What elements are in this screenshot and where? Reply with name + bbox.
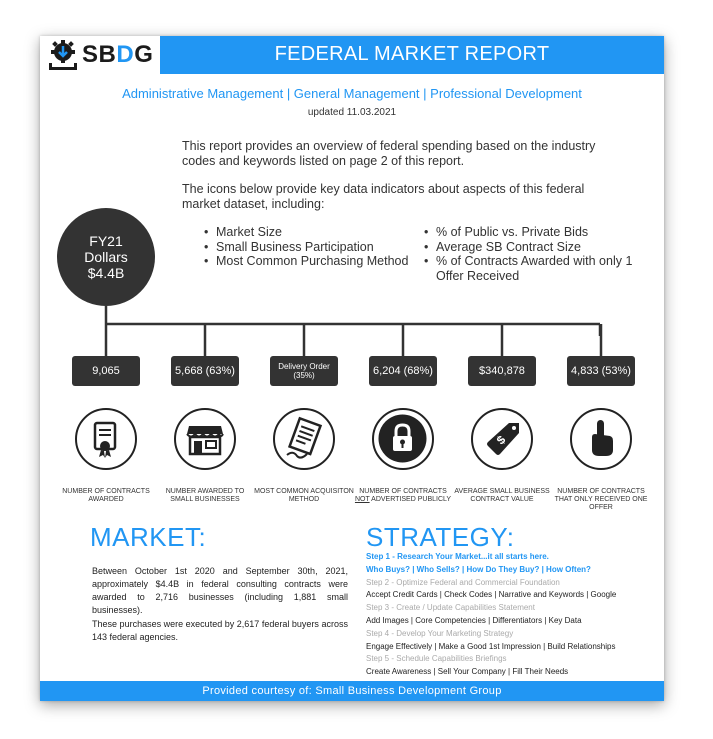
kpi-average-sb-value: $340,878 [468, 356, 536, 386]
strategy-title: STRATEGY: [366, 522, 515, 552]
strategy-steps [366, 551, 656, 679]
list-item: • % of Public vs. Private Bids [436, 225, 636, 240]
kpi-acquisition-method: Delivery Order (35%) [270, 356, 338, 386]
storefront-icon [176, 410, 234, 468]
padlock-icon [374, 410, 432, 468]
report-page [40, 36, 664, 701]
fy21-dollars-circle [57, 208, 155, 306]
fy-dollars-value: $4.4B [87, 265, 125, 281]
strategy-line: Create Awareness | Sell Your Company | Fill Their Needs [366, 667, 569, 677]
pointing-finger-icon [572, 410, 630, 468]
strategy-line: Who Buys? | Who Sells? | How Do They Buy? | How Often? [366, 564, 591, 574]
certificate-icon [77, 410, 135, 468]
label-underlined: NOT [354, 496, 370, 503]
strategy-line: Step 1 - Research Your Market...it all starts here. [366, 552, 549, 561]
signed-document-icon-circle [273, 408, 335, 470]
kpi-not-advertised: 6,204 (68%) [369, 356, 437, 386]
market-title: MARKET: [90, 522, 207, 552]
list-item: • Most Common Purchasing Method [216, 254, 416, 269]
price-tag-icon-circle [471, 408, 533, 470]
svg-text:$: $ [493, 432, 509, 448]
signed-document-icon [275, 410, 333, 468]
strategy-line: Add Images | Core Competencies | Differentiators | Key Data [366, 615, 582, 625]
kpi-label-one-offer: NUMBER OF CONTRACTS THAT ONLY RECEIVED ONE OFFER [554, 488, 648, 511]
kpi-label-not-advertised [353, 488, 453, 504]
market-paragraph-2: These purchases were executed by 2,617 federal buyers across 143 federal agencies. [92, 619, 348, 642]
logo-text: SBDG [82, 41, 154, 68]
label-part: ADVERTISED PUBLICLY [369, 496, 452, 503]
list-item: • Average SB Contract Size [436, 240, 636, 255]
list-item: • % of Contracts Awarded with only 1 Offer Received [436, 254, 636, 283]
list-item: • Small Business Participation [216, 240, 416, 255]
price-tag-icon [473, 410, 531, 468]
strategy-line: Accept Credit Cards | Check Codes | Narrative and Keywords | Google [366, 590, 617, 600]
strategy-line: Step 5 - Schedule Capabilities Briefings [366, 654, 507, 664]
market-paragraph-1: Between October 1st 2020 and September 30th, 2021, approximately $4.4B in federal consulting contracts were awarded to 2,716 businesses (including 1,881 small businesses). [92, 566, 348, 615]
connector-lines [40, 36, 664, 376]
strategy-line: Step 2 - Optimize Federal and Commercial Foundation [366, 577, 560, 587]
pointing-finger-icon-circle [570, 408, 632, 470]
list-item: • Market Size [216, 225, 416, 240]
label-part: NUMBER OF CONTRACTS [359, 488, 447, 495]
storefront-icon-circle [174, 408, 236, 470]
page-title: FEDERAL MARKET REPORT [274, 43, 550, 65]
kpi-label-average-sb-value: AVERAGE SMALL BUSINESS CONTRACT VALUE [454, 488, 550, 503]
updated-date: updated 11.03.2021 [307, 107, 397, 118]
fy-dollars-label: Dollars [84, 249, 128, 265]
kpi-small-business-awards: 5,668 (63%) [171, 356, 239, 386]
strategy-line: Step 4 - Develop Your Marketing Strategy [366, 628, 514, 638]
kpi-label-acquisition-method: MOST COMMON ACQUISITON METHOD [254, 488, 354, 503]
intro-paragraph-2: The icons below provide key data indicators about aspects of this federal market dataset, including: [182, 182, 585, 211]
kpi-contracts-awarded: 9,065 [72, 356, 140, 386]
intro-paragraph-1: This report provides an overview of federal spending based on the industry codes and keywords listed on page 2 of this report. [182, 139, 596, 168]
industry-subtitle: Administrative Management | General Management | Professional Development [122, 86, 582, 101]
fy-year: FY21 [89, 233, 123, 249]
kpi-label-contracts-awarded: NUMBER OF CONTRACTS AWARDED [62, 488, 150, 503]
strategy-line: Engage Effectively | Make a Good 1st Impression | Build Relationships [366, 641, 616, 651]
certificate-icon-circle [75, 408, 137, 470]
kpi-one-offer: 4,833 (53%) [567, 356, 635, 386]
padlock-icon-circle [372, 408, 434, 470]
footer-bar: Provided courtesy of: Small Business Development Group [40, 681, 664, 701]
kpi-label-small-business: NUMBER AWARDED TO SMALL BUSINESSES [165, 488, 245, 503]
strategy-line: Step 3 - Create / Update Capabilities Statement [366, 603, 535, 613]
